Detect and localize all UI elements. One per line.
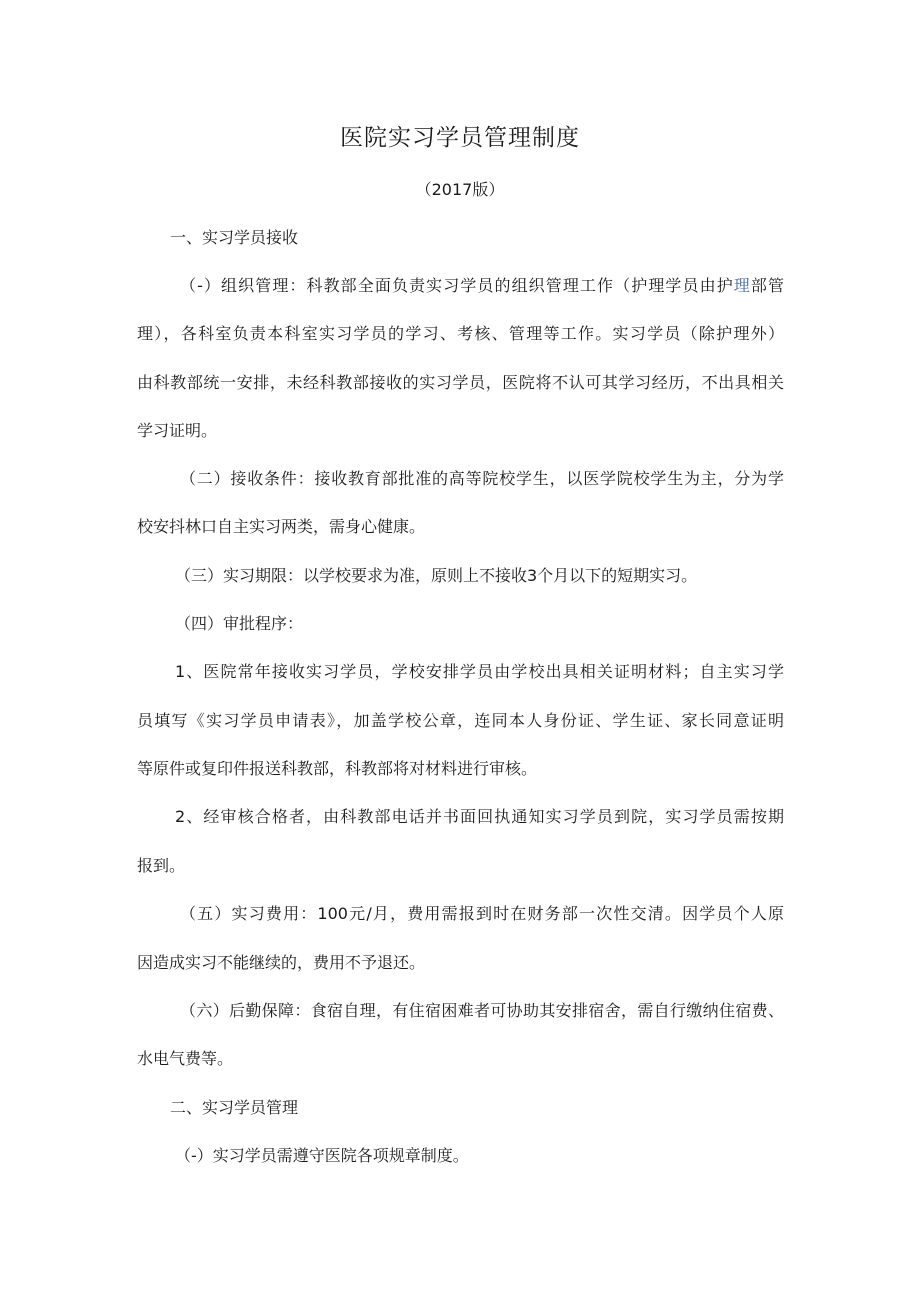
- paragraph-approval-heading: （四）审批程序：: [175, 614, 304, 633]
- document-title: 医院实习学员管理制度: [340, 125, 580, 151]
- paragraph-fees-line-2: 因造成实习不能继续的，费用不予退还。: [137, 953, 426, 972]
- paragraph-conditions-line-1: （二）接收条件：接收教育部批准的高等院校学生，以医学院校学生为主，分为学: [180, 469, 784, 488]
- paragraph-org-line-4: 学习证明。: [137, 421, 218, 440]
- section-heading-2: 二、实习学员管理: [170, 1098, 299, 1117]
- paragraph-approval-1-line-2: 员填写《实习学员申请表》，加盖学校公章，连同本人身份证、学生证、家长同意证明: [137, 711, 784, 730]
- paragraph-logistics-line-2: 水电气费等。: [137, 1049, 234, 1068]
- paragraph-org-line-1-tail: 部管: [750, 276, 784, 295]
- paragraph-logistics-line-1: （六）后勤保障：食宿自理，有住宿困难者可协助其安排宿舍，需自行缴纳住宿费、: [180, 1001, 784, 1020]
- paragraph-org-line-2: 理），各科室负责本科室实习学员的学习、考核、管理等工作。实习学员（除护理外）: [137, 324, 784, 343]
- paragraph-approval-1-line-1: 1、医院常年接收实习学员，学校安排学员由学校出具相关证明材料；自主实习学: [175, 662, 784, 681]
- paragraph-fees-line-1: （五）实习费用：100元/月，费用需报到时在财务部一次性交清。因学员个人原: [180, 904, 784, 923]
- paragraph-rules-line-1: （-）实习学员需遵守医院各项规章制度。: [175, 1146, 469, 1165]
- paragraph-approval-1-line-3: 等原件或复印件报送科教部，科教部将对材料进行审核。: [137, 759, 538, 778]
- paragraph-conditions-line-2: 校安抖林口自主实习两类，需身心健康。: [137, 517, 426, 536]
- paragraph-approval-2-line-2: 报到。: [137, 856, 186, 875]
- paragraph-approval-2-line-1: 2、经审核合格者，由科教部电话并书面回执通知实习学员到院，实习学员需按期: [175, 807, 784, 826]
- highlighted-char: 理: [733, 276, 751, 295]
- document-version: （2017版）: [415, 180, 505, 199]
- paragraph-org-line-1-text: （-）组织管理：科教部全面负责实习学员的组织管理工作（护理学员由护: [180, 276, 734, 295]
- paragraph-org-line-3: 由科教部统一安排，未经科教部接收的实习学员，医院将不认可其学习经历，不出具相关: [137, 373, 784, 392]
- paragraph-org-line-1: [180, 272, 784, 300]
- paragraph-period-line-1: （三）实习期限：以学校要求为准，原则上不接收3个月以下的短期实习。: [175, 566, 698, 585]
- section-heading-1: 一、实习学员接收: [170, 228, 299, 247]
